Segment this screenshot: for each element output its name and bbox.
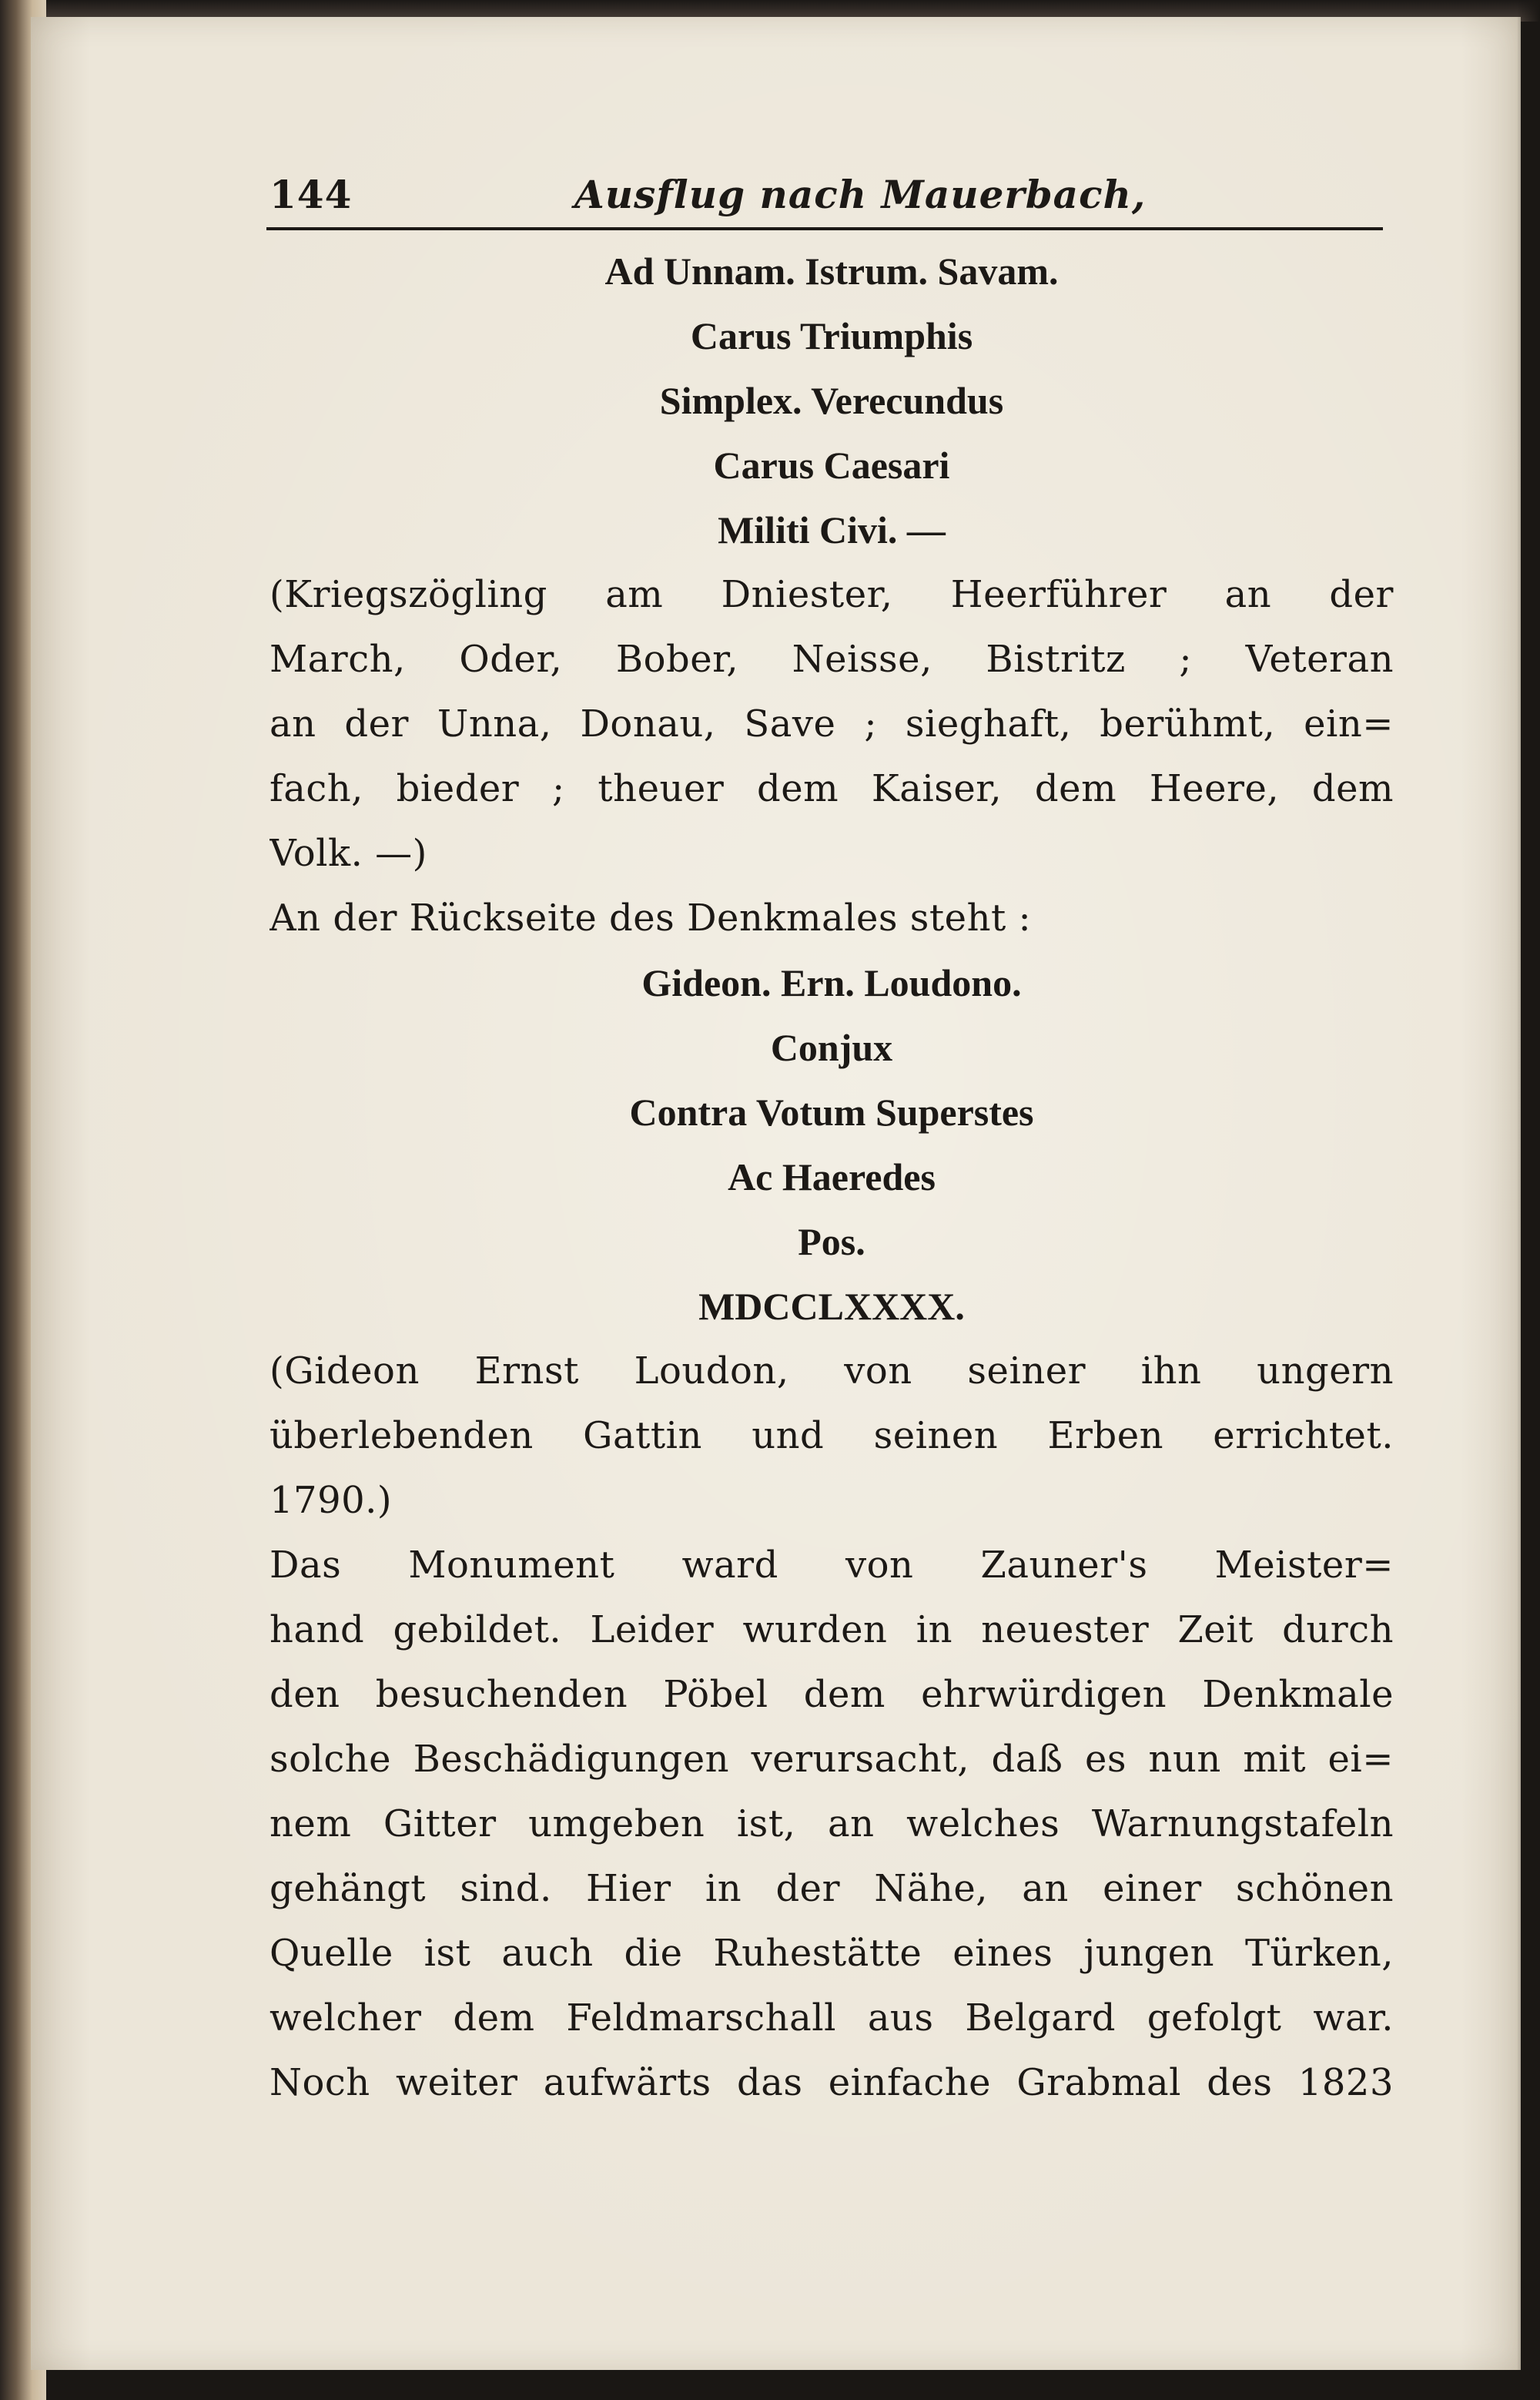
text-line: Ac Haeredes [728, 1155, 936, 1198]
running-head: Ausflug nach Mauerbach, [574, 172, 1147, 217]
text-line: Pos. [798, 1220, 865, 1263]
text-line: 1790.) [270, 1479, 393, 1522]
text-line: Carus Caesari [713, 444, 950, 487]
text-line: überlebenden Gattin und seinen Erben errichtet. [270, 1414, 1394, 1457]
page-header [266, 166, 1383, 230]
text-line: solche Beschädigungen verursacht, daß es nun mit ei= [270, 1738, 1394, 1781]
text-line: hand gebildet. Leider wurden in neuester Zeit durch [270, 1608, 1394, 1651]
text-line: Contra Votum Superstes [629, 1091, 1034, 1134]
text-line: fach, bieder ; theuer dem Kaiser, dem Heere, dem [270, 767, 1394, 810]
text-line: (Kriegszögling am Dniester, Heerführer an der [270, 573, 1394, 616]
text-line: Gideon. Ern. Loudono. [641, 961, 1022, 1004]
page-body-text [270, 239, 1394, 2115]
text-line: an der Unna, Donau, Save ; sieghaft, berühmt, ein= [270, 702, 1394, 746]
text-line: (Gideon Ernst Loudon, von seiner ihn ungern [270, 1349, 1394, 1393]
text-line: Noch weiter aufwärts das einfache Grabmal des 1823 [270, 2061, 1394, 2104]
page-number: 144 [270, 172, 353, 217]
text-line: An der Rückseite des Denkmales steht : [270, 897, 1032, 940]
text-line: gehängt sind. Hier in der Nähe, an einer schönen [270, 1867, 1394, 1910]
text-line: Ad Unnam. Istrum. Savam. [604, 250, 1059, 293]
text-line: MDCCLXXXX. [698, 1285, 965, 1328]
text-line: Conjux [770, 1026, 893, 1069]
text-line: Militi Civi. — [718, 508, 946, 551]
text-line: welcher dem Feldmarschall aus Belgard gefolgt war. [270, 1996, 1394, 2040]
text-line: March, Oder, Bober, Neisse, Bistritz ; Veteran [270, 638, 1394, 681]
text-line: Volk. —) [270, 832, 427, 875]
text-line: Das Monument ward von Zauner's Meister= [270, 1544, 1394, 1587]
page-right-shadow [1517, 0, 1540, 2400]
text-line: Quelle ist auch die Ruhestätte eines jungen Türken, [270, 1932, 1394, 1975]
text-line: den besuchenden Pöbel dem ehrwürdigen Denkmale [270, 1673, 1394, 1716]
text-line: nem Gitter umgeben ist, an welches Warnungstafeln [270, 1802, 1394, 1845]
text-line: Carus Triumphis [690, 314, 973, 357]
text-line: Simplex. Verecundus [659, 379, 1004, 422]
